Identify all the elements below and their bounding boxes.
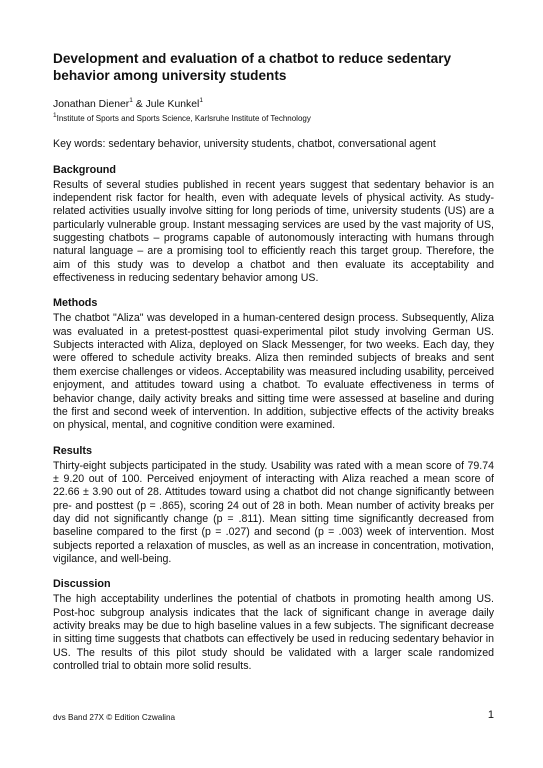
affiliation-mark: 1 — [53, 111, 57, 119]
author-affiliation-mark: 1 — [129, 96, 133, 104]
paper-title: Development and evaluation of a chatbot to reduce sedentary behavior among university students — [53, 51, 452, 83]
affiliation — [53, 113, 494, 124]
page-number: 1 — [487, 709, 494, 721]
author-line — [53, 98, 494, 111]
section-heading: Background — [53, 163, 116, 176]
section-results — [53, 445, 494, 567]
author-name: Jule Kunkel — [145, 99, 200, 110]
page-footer — [53, 709, 494, 723]
section-body: The high acceptability underlines the potential of chatbots in promoting health among US. Post-hoc subgroup analysis indicates that the lack of significant change in average daily activity breaks may be due to high baseline values in a few subjects. The significant decrease in sitting time suggests that chatbots can effectively be used in reducing sedentary behavior in US. The results of this pilot study should be validated with a larger scale randomized controlled trial to obtain more solid results. — [53, 593, 494, 672]
section-heading: Results — [53, 444, 93, 457]
section-heading: Discussion — [53, 578, 111, 591]
keywords: Key words: sedentary behavior, university students, chatbot, conversational agent — [53, 138, 436, 151]
paper-content — [53, 50, 494, 685]
section-body: The chatbot "Aliza" was developed in a human-centered design process. Subsequently, Aliza was evaluated in a pretest-posttest quasi-experimental pilot study involving German US. Subjects interacted with Aliza, deployed on Slack Messenger, for two weeks. Each day, they were offered to schedule activity breaks. Aliza then reminded subjects of breaks and sent them exercise challenges or videos. Acceptability was measured including usability, perceived enjoyment, and attitudes toward using a chatbot. To evaluate effectiveness in terms of behavior change, daily activity breaks and sitting time were assessed at baseline and during the first and second week of intervention. In addition, subjective effects of the activity breaks on physical, mental, and cognitive condition were examined. — [53, 312, 494, 432]
author-separator: & — [132, 99, 146, 110]
section-methods — [53, 297, 494, 432]
author-name: Jonathan Diener — [53, 99, 130, 110]
section-background — [53, 164, 494, 286]
affiliation-text: Institute of Sports and Sports Science, Karlsruhe Institute of Technology — [56, 114, 311, 124]
section-body: Results of several studies published in recent years suggest that sedentary behavior is an independent risk factor for health, even with adequate levels of physical activity. As study-related activities usually involve sitting for long periods of time, university students (US) are a particularly vulnerable group. Instant messaging services are used by the vast majority of US, suggesting chatbots – programs capable of autonomously interacting with humans through natural language – are a promising tool to efficiently reach this target group. Therefore, the aim of this study was to develop a chatbot and then evaluate its acceptability and effectiveness in reducing sedentary behavior among US. — [53, 178, 494, 285]
footer-publication: dvs Band 27X © Edition Czwalina — [53, 713, 176, 722]
section-heading: Methods — [53, 297, 98, 310]
author-affiliation-mark: 1 — [199, 96, 203, 104]
section-body: Thirty-eight subjects participated in the study. Usability was rated with a mean score of 79.74 ± 9.20 out of 100. Perceived enjoyment of interacting with Aliza reached a mean score of 22.66 ± 3.90 out of 28. Attitudes toward using a chatbot did not change significantly between pre- and posttest (p = .865), scoring 24 out of 28 in both. Mean number of activity breaks per day did not significantly change (p = .811). Mean sitting time significantly decreased from baseline compared to the first (p = .027) and second (p = .003) week of intervention. Most subjects reported a relaxation of muscles, as well as an increase in concentration, motivation, vigilance, and well-being. — [53, 459, 494, 565]
section-discussion — [53, 578, 494, 673]
